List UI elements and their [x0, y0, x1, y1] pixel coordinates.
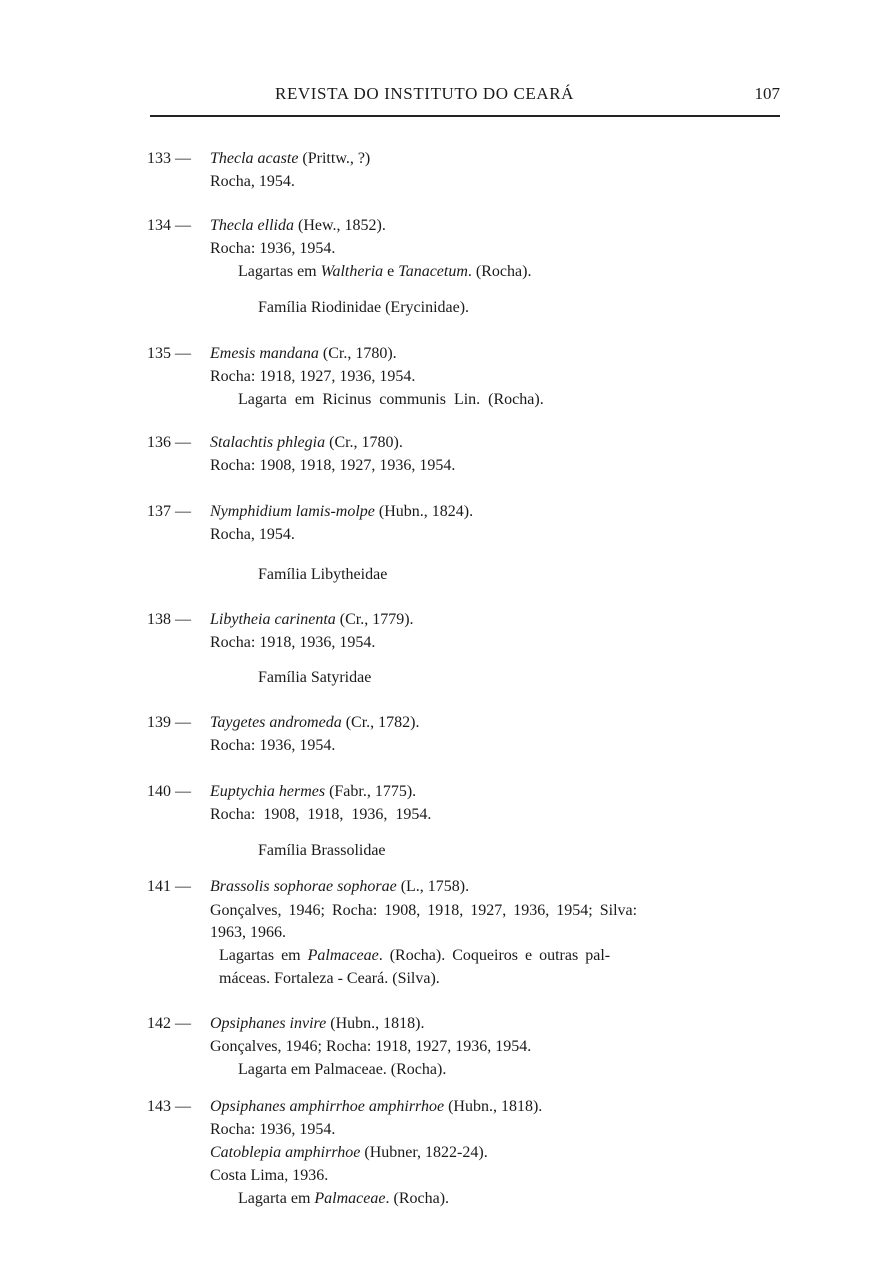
species-line — [210, 713, 419, 733]
species-line — [210, 216, 386, 236]
reference-line: Rocha: 1936, 1954. — [210, 240, 336, 257]
reference-line: Rocha: 1908, 1918, 1927, 1936, 1954. — [210, 457, 456, 474]
entry-number: 139 — — [147, 714, 191, 731]
reference-line: Rocha: 1918, 1936, 1954. — [210, 634, 376, 651]
species-name: Nymphidium lamis-molpe — [210, 503, 375, 520]
species-line — [210, 877, 469, 897]
species-author: (Cr., 1780). — [318, 345, 397, 362]
species-name: Euptychia hermes — [210, 783, 326, 800]
host-plant-name: Tanacetum — [398, 263, 468, 280]
reference-line: Rocha, 1954. — [210, 173, 295, 190]
running-header — [150, 84, 780, 108]
species-line — [210, 1097, 542, 1117]
header-rule — [150, 115, 780, 117]
entry-number: 140 — — [147, 783, 191, 800]
species-line — [210, 149, 370, 169]
species-line — [210, 1014, 425, 1034]
note-text: e — [383, 263, 399, 280]
note-line: Lagarta em Ricinus communis Lin. (Rocha). — [238, 391, 544, 408]
species-name: Brassolis sophorae sophorae — [210, 878, 397, 895]
note-text: Lagarta em — [238, 1190, 315, 1207]
species-name: Emesis mandana — [210, 345, 319, 362]
reference-line: Gonçalves, 1946; Rocha: 1918, 1927, 1936, 1954. — [210, 1038, 532, 1055]
reference-line: Rocha: 1936, 1954. — [210, 737, 336, 754]
species-author: (Fabr., 1775). — [325, 783, 417, 800]
reference-line: 1963, 1966. — [210, 924, 286, 941]
reference-line: Rocha, 1954. — [210, 526, 295, 543]
reference-line: Rocha: 1918, 1927, 1936, 1954. — [210, 368, 416, 385]
species-line — [210, 502, 473, 522]
note-line: máceas. Fortaleza - Ceará. (Silva). — [219, 970, 440, 987]
note-text: . (Rocha). — [385, 1190, 450, 1207]
entry-number: 135 — — [147, 345, 191, 362]
species-name: Opsiphanes amphirrhoe amphirrhoe — [210, 1098, 445, 1115]
reference-line: Costa Lima, 1936. — [210, 1167, 329, 1184]
note-line — [219, 946, 610, 966]
entry-number: 133 — — [147, 150, 191, 167]
species-author: (Cr., 1779). — [335, 611, 414, 628]
page-number: 107 — [754, 84, 780, 103]
reference-line: Rocha: 1936, 1954. — [210, 1121, 336, 1138]
synonym-author: (Hubner, 1822-24). — [360, 1144, 488, 1161]
note-line — [238, 262, 531, 282]
species-name: Thecla acaste — [210, 150, 299, 167]
note-line: Lagarta em Palmaceae. (Rocha). — [238, 1061, 447, 1078]
species-line — [210, 610, 414, 630]
species-author: (Hubn., 1818). — [444, 1098, 543, 1115]
entry-number: 137 — — [147, 503, 191, 520]
species-author: (Prittw., ?) — [298, 150, 371, 167]
species-author: (Hubn., 1824). — [374, 503, 474, 520]
note-text: . (Rocha). — [467, 263, 532, 280]
species-line — [210, 344, 397, 364]
synonym-name: Catoblepia amphirrhoe — [210, 1144, 361, 1161]
reference-line: Gonçalves, 1946; Rocha: 1908, 1918, 1927, 1936, 1954; Silva: — [210, 902, 638, 919]
note-text: Lagartas em — [238, 263, 321, 280]
species-author: (Hew., 1852). — [293, 217, 386, 234]
species-author: (Cr., 1780). — [325, 434, 403, 451]
entry-number: 142 — — [147, 1015, 191, 1032]
family-heading: Família Riodinidae (Erycinidae). — [258, 299, 470, 316]
species-name: Thecla ellida — [210, 217, 294, 234]
note-text: . (Rocha). Coqueiros e outras pal- — [378, 947, 611, 964]
species-author: (Cr., 1782). — [341, 714, 420, 731]
species-name: Stalachtis phlegia — [210, 434, 326, 451]
journal-title: REVISTA DO INSTITUTO DO CEARÁ — [275, 84, 575, 103]
entry-number: 136 — — [147, 434, 191, 451]
note-text: Lagartas em — [219, 947, 308, 964]
host-plant-name: Palmaceae — [307, 947, 379, 964]
entry-number: 143 — — [147, 1098, 191, 1115]
entry-number: 141 — — [147, 878, 191, 895]
family-heading: Família Libytheidae — [258, 566, 388, 583]
entry-number: 134 — — [147, 217, 191, 234]
family-heading: Família Satyridae — [258, 669, 372, 686]
species-name: Opsiphanes invire — [210, 1015, 327, 1032]
note-line — [238, 1189, 449, 1209]
reference-line: Rocha: 1908, 1918, 1936, 1954. — [210, 806, 432, 823]
host-plant-name: Palmaceae — [314, 1190, 386, 1207]
species-name: Libytheia carinenta — [210, 611, 336, 628]
entry-number: 138 — — [147, 611, 191, 628]
species-line — [210, 433, 403, 453]
species-line — [210, 782, 416, 802]
species-author: (Hubn., 1818). — [326, 1015, 425, 1032]
family-heading: Família Brassolidae — [258, 842, 386, 859]
species-author: (L., 1758). — [396, 878, 470, 895]
species-name: Taygetes andromeda — [210, 714, 342, 731]
synonym-line — [210, 1143, 488, 1163]
host-plant-name: Waltheria — [320, 263, 384, 280]
